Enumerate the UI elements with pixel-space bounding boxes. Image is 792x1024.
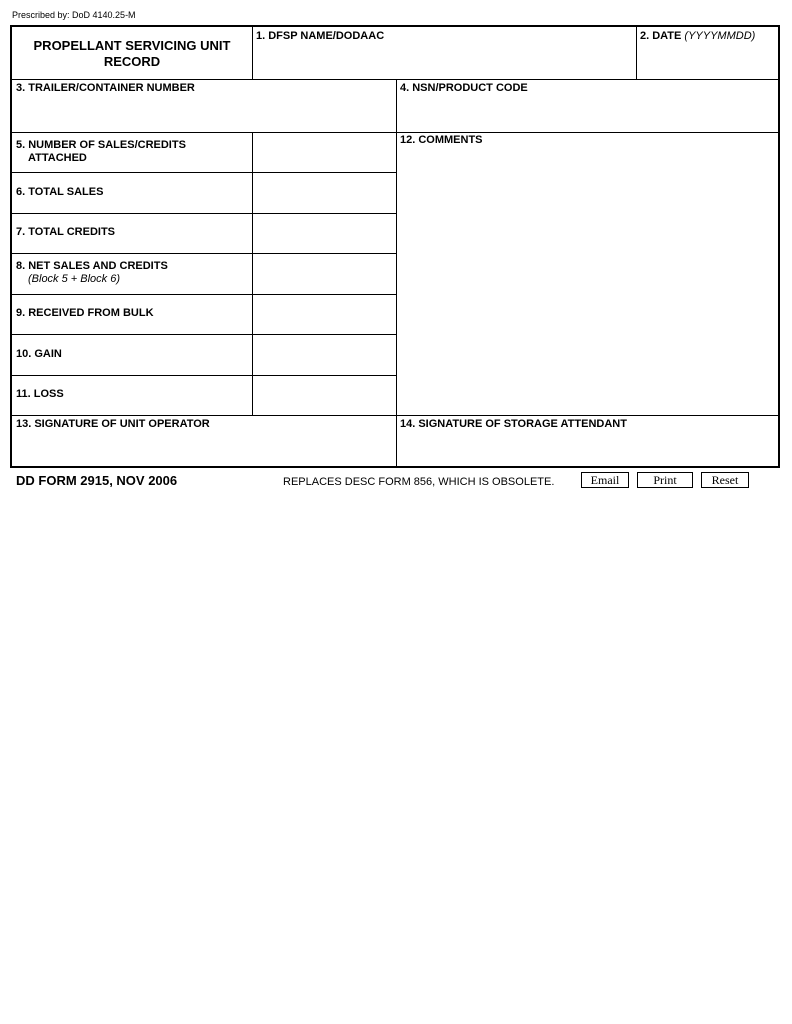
form-identifier: DD FORM 2915, NOV 2006	[16, 473, 178, 488]
block-11-label: 11. LOSS	[16, 388, 64, 400]
sales-credits-count-field[interactable]	[253, 133, 396, 172]
prescribed-by: Prescribed by: DoD 4140.25-M	[12, 10, 136, 20]
block-7-label: 7. TOTAL CREDITS	[16, 226, 116, 238]
block-9-label: 9. RECEIVED FROM BULK	[16, 307, 154, 319]
total-credits-field[interactable]	[253, 214, 396, 253]
replaces-notice: REPLACES DESC FORM 856, WHICH IS OBSOLETE.	[283, 476, 555, 488]
block-1-label: 1. DFSP NAME/DODAAC	[256, 30, 385, 42]
dfsp-name-field[interactable]	[253, 43, 636, 79]
date-field[interactable]	[637, 43, 778, 79]
date-format-hint: (YYYYMMDD)	[684, 30, 756, 42]
block-4-label: 4. NSN/PRODUCT CODE	[400, 82, 528, 94]
nsn-product-code-field[interactable]	[397, 96, 778, 132]
reset-button[interactable]: Reset	[701, 472, 749, 488]
block-13-label: 13. SIGNATURE OF UNIT OPERATOR	[16, 418, 210, 430]
gain-field[interactable]	[253, 335, 396, 375]
email-button[interactable]: Email	[581, 472, 629, 488]
print-button[interactable]: Print	[637, 472, 693, 488]
storage-attendant-signature-field[interactable]	[397, 432, 778, 466]
block-10-label: 10. GAIN	[16, 348, 62, 360]
form-grid	[10, 25, 780, 468]
block-3-label: 3. TRAILER/CONTAINER NUMBER	[16, 82, 195, 94]
block-2-label: 2. DATE (YYYYMMDD)	[640, 30, 756, 42]
received-from-bulk-field[interactable]	[253, 295, 396, 334]
total-sales-field[interactable]	[253, 173, 396, 213]
block-8-hint: (Block 5 + Block 6)	[28, 273, 121, 285]
net-sales-credits-field[interactable]	[253, 254, 396, 294]
unit-operator-signature-field[interactable]	[12, 432, 396, 466]
block-8-label: 8. NET SALES AND CREDITS (Block 5 + Block 6)	[16, 260, 168, 285]
block-6-label: 6. TOTAL SALES	[16, 186, 104, 198]
trailer-number-field[interactable]	[12, 96, 396, 132]
divider	[12, 415, 778, 416]
comments-field[interactable]	[397, 149, 778, 415]
block-5-label: 5. NUMBER OF SALES/CREDITS ATTACHED	[16, 139, 186, 164]
block-14-label: 14. SIGNATURE OF STORAGE ATTENDANT	[400, 418, 627, 430]
form-title: PROPELLANT SERVICING UNIT RECORD	[33, 37, 231, 69]
block-12-label: 12. COMMENTS	[400, 134, 483, 146]
loss-field[interactable]	[253, 376, 396, 415]
